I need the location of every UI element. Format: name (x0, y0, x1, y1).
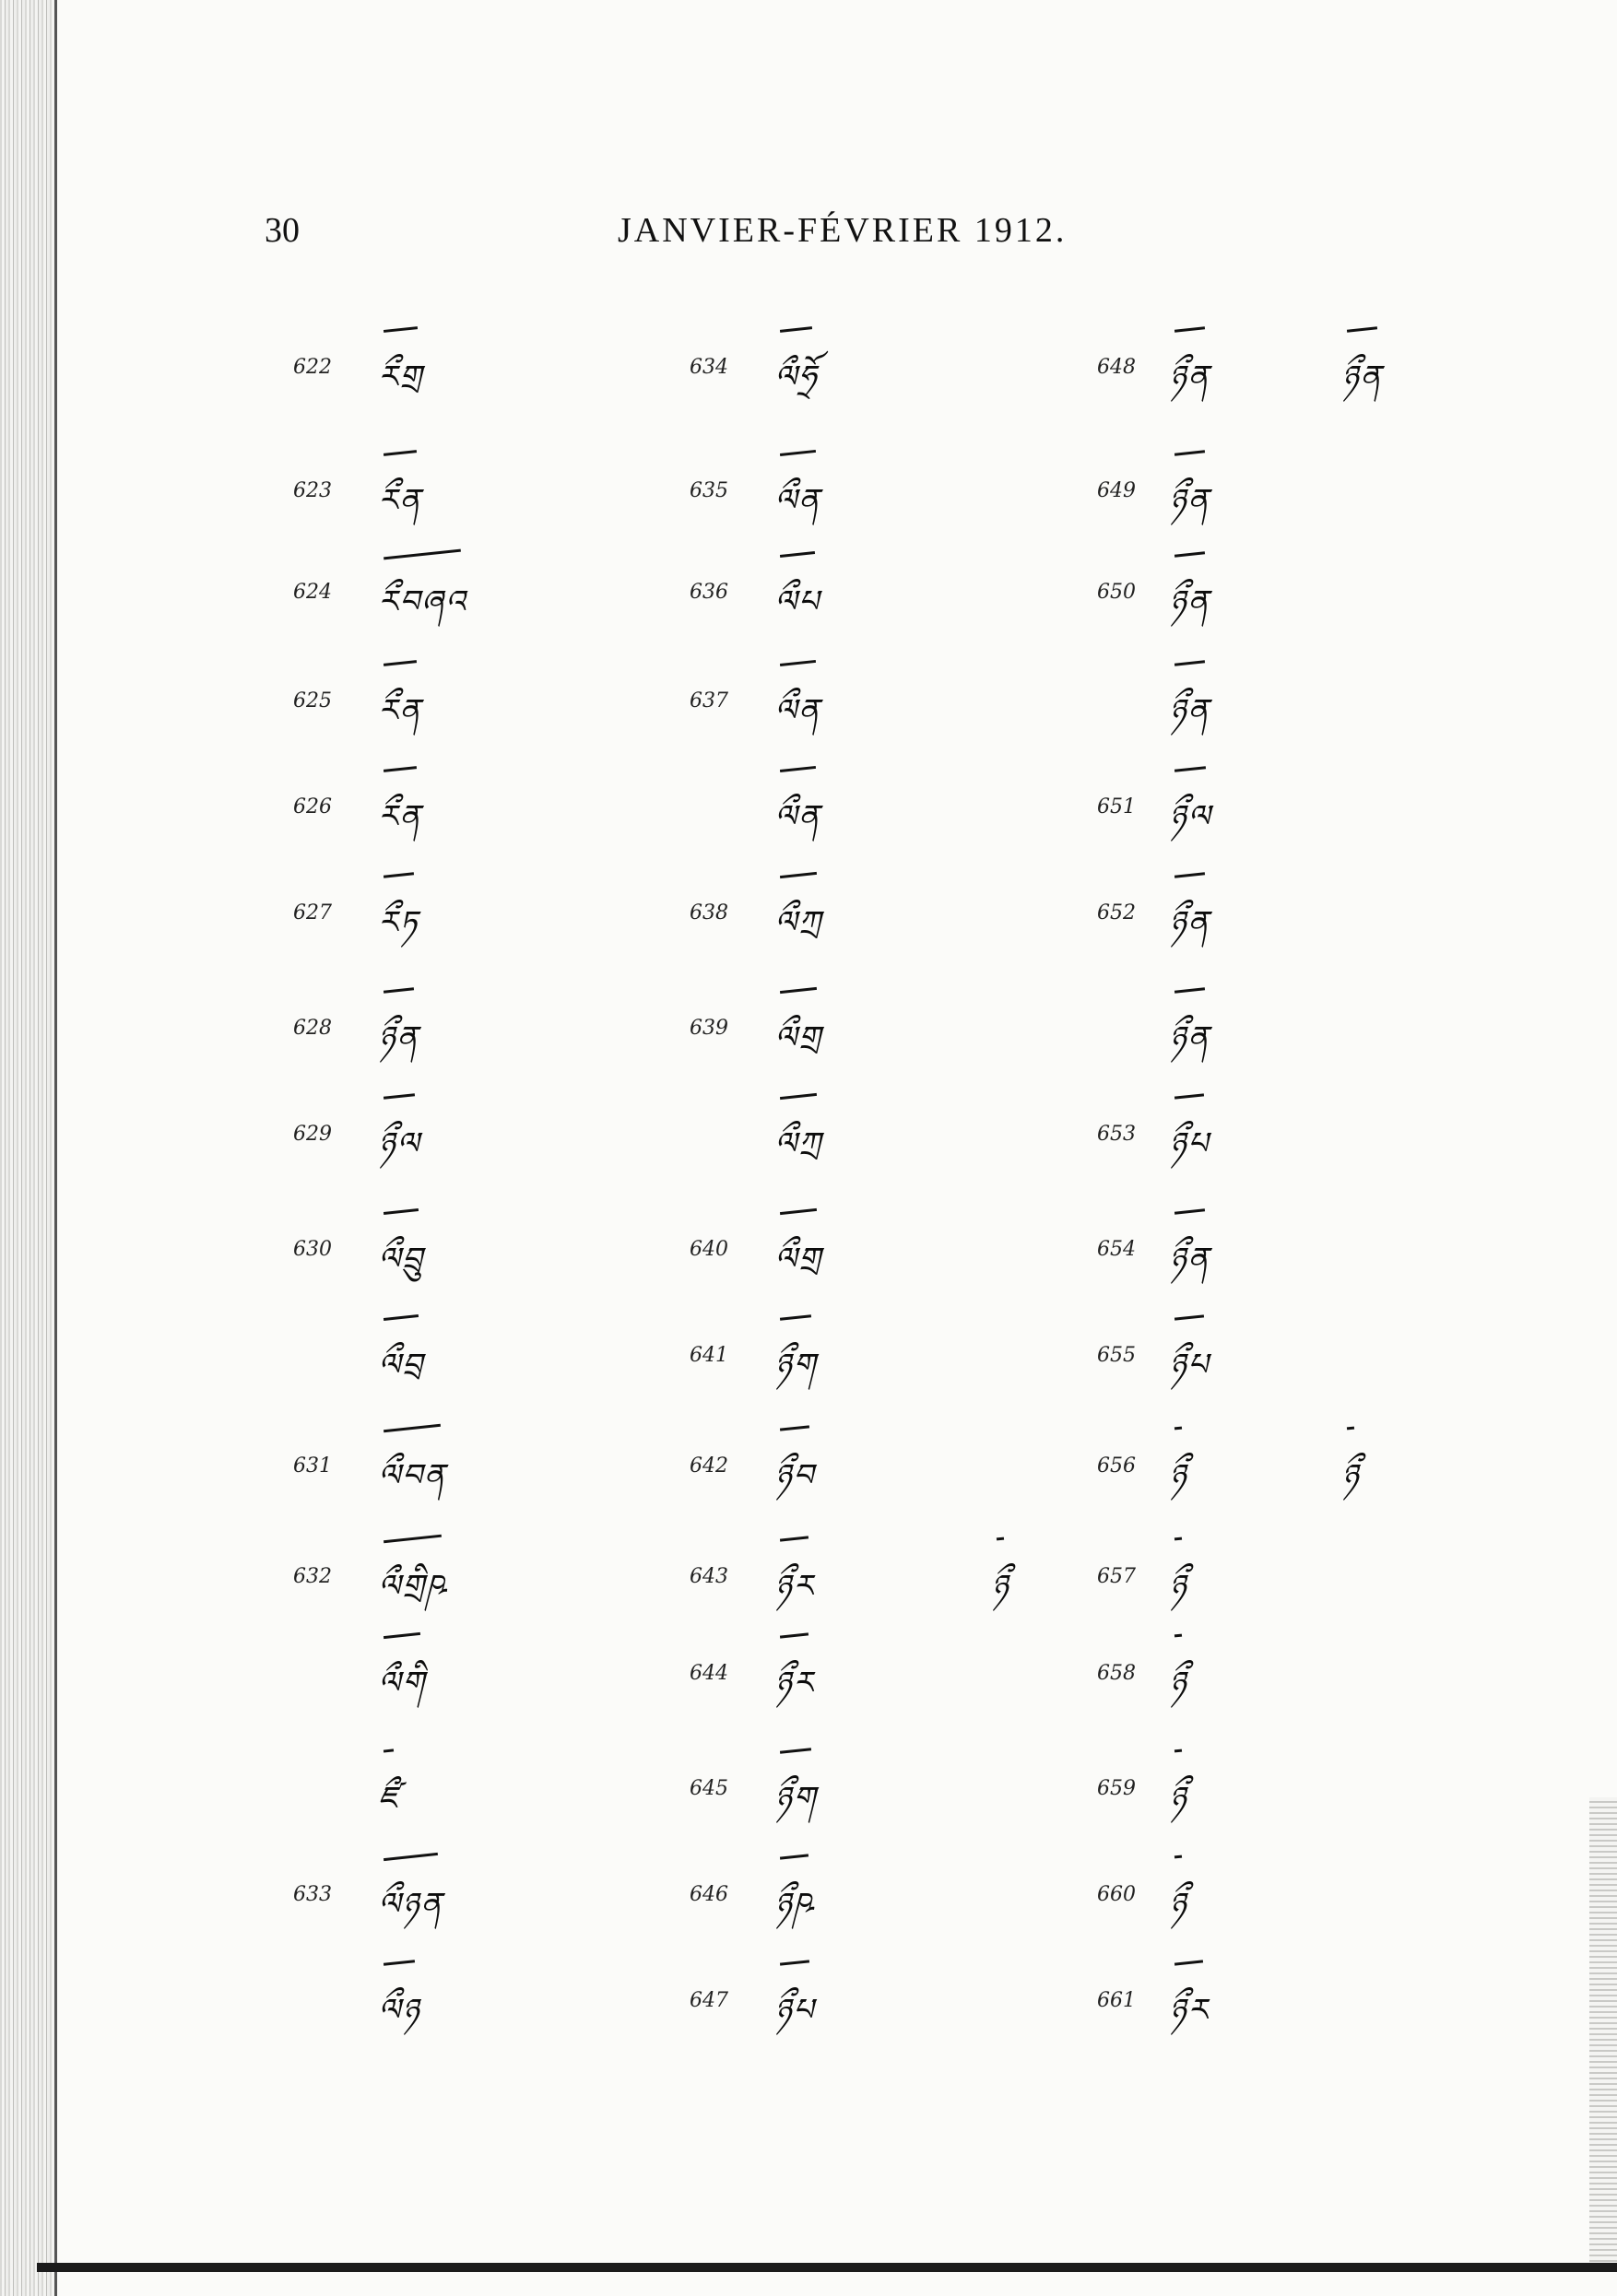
entry-number: 655 (1097, 1344, 1136, 1367)
entry-number: 647 (690, 1989, 728, 2012)
tibetan-word: ཉྀ (1169, 1647, 1187, 1736)
tibetan-word: ཉྀཔ (1169, 1329, 1210, 1418)
entry-number: 629 (293, 1123, 332, 1146)
entry-number: 657 (1097, 1565, 1136, 1588)
entry-number: 646 (690, 1883, 728, 1906)
tibetan-word-variant: ཉྀ (991, 1550, 1009, 1639)
tibetan-word: ལྀབན (378, 1440, 446, 1528)
entry-number: 656 (1097, 1454, 1136, 1478)
tibetan-word: ཉྀན (1169, 1223, 1210, 1312)
tibetan-word: ལྀཉན (378, 1868, 443, 1957)
entry-number: 648 (1097, 356, 1136, 379)
tibetan-word: རྀཏ (378, 887, 419, 975)
tibetan-word: ཉྀཥ (774, 1868, 814, 1957)
page-number: 30 (265, 211, 300, 250)
tibetan-word: ལྀཔ (774, 566, 820, 654)
tibetan-word: ཉྀ (1169, 1550, 1187, 1639)
tibetan-word: ལྀགྲིཥ (378, 1550, 447, 1639)
entry-number: 634 (690, 356, 728, 379)
tibetan-word: ཉྀཔ (1169, 1108, 1210, 1196)
entry-number: 626 (293, 795, 332, 818)
tibetan-word: ཉྀལ (378, 1108, 420, 1196)
tibetan-word: ཉྀ (1169, 1440, 1187, 1528)
tibetan-word: ཉྀབ (774, 1440, 815, 1528)
entry-number: 645 (690, 1777, 728, 1800)
tibetan-word: ཛྀ (378, 1762, 399, 1851)
tibetan-word: ཪྀན (378, 675, 422, 763)
entry-number: 631 (293, 1454, 332, 1478)
tibetan-word: ལྀགྲ (774, 1223, 822, 1312)
entry-number: 624 (293, 581, 332, 604)
page-edge-shadow (1589, 1797, 1617, 2267)
tibetan-word: ལྀཉ (378, 1974, 420, 2063)
entry-number: 635 (690, 479, 728, 502)
tibetan-word: ཉྀར (774, 1550, 814, 1639)
tibetan-word-variant: ཉྀ (1341, 1440, 1360, 1528)
tibetan-word: ཉྀན (1169, 465, 1210, 553)
entry-number: 651 (1097, 795, 1136, 818)
book-spine-edge (0, 0, 57, 2296)
entry-number: 653 (1097, 1123, 1136, 1146)
entry-number: 658 (1097, 1662, 1136, 1685)
entry-number: 649 (1097, 479, 1136, 502)
bottom-border-rule (37, 2263, 1617, 2272)
tibetan-word: ཉྀར (1169, 1974, 1209, 2063)
tibetan-word: རྀབཞའ (378, 566, 466, 654)
entry-number: 623 (293, 479, 332, 502)
tibetan-word: ཉྀན (1169, 341, 1210, 430)
entry-number: 659 (1097, 1777, 1136, 1800)
entry-number: 632 (293, 1565, 332, 1588)
entry-number: 654 (1097, 1238, 1136, 1261)
entry-number: 650 (1097, 581, 1136, 604)
entry-number: 640 (690, 1238, 728, 1261)
entry-number: 622 (293, 356, 332, 379)
tibetan-word: ལྀན (774, 465, 821, 553)
entry-number: 637 (690, 689, 728, 712)
tibetan-word: ལྀགྲ (774, 1002, 822, 1090)
tibetan-word: ཉྀན (1169, 675, 1210, 763)
tibetan-word: ཉྀ (1169, 1762, 1187, 1851)
tibetan-word: ཉྀན (378, 1002, 419, 1090)
tibetan-word: ཪྀན (378, 781, 422, 869)
tibetan-word: ལྀབྲུ (378, 1223, 424, 1312)
tibetan-word: ལྀན (774, 781, 821, 869)
entry-number: 630 (293, 1238, 332, 1261)
tibetan-word: ཉྀན (1169, 1002, 1210, 1090)
tibetan-word: ཉྀཔ (774, 1974, 815, 2063)
tibetan-word: ལྀཀྲ (774, 1108, 822, 1196)
entry-number: 636 (690, 581, 728, 604)
entry-number: 642 (690, 1454, 728, 1478)
tibetan-word: ཉྀག (774, 1762, 817, 1851)
entry-number: 625 (293, 689, 332, 712)
tibetan-word: ལྀཧྲོ (774, 341, 818, 430)
tibetan-word: ཪྀགྲ (378, 341, 423, 430)
tibetan-word: ཉྀལ (1169, 781, 1211, 869)
entry-number: 633 (293, 1883, 332, 1906)
entry-number: 641 (690, 1344, 728, 1367)
tibetan-word: ཉྀར (774, 1647, 814, 1736)
entry-number: 660 (1097, 1883, 1136, 1906)
entry-number: 628 (293, 1017, 332, 1040)
tibetan-word: ཉྀ (1169, 1868, 1187, 1957)
entry-number: 643 (690, 1565, 728, 1588)
tibetan-word: ལྀཀྲ (774, 887, 822, 975)
entry-number: 638 (690, 901, 728, 924)
tibetan-word: ལྀབྲ (378, 1329, 424, 1418)
tibetan-word: ཉྀན (1169, 887, 1210, 975)
entry-number: 652 (1097, 901, 1136, 924)
entry-number: 639 (690, 1017, 728, 1040)
tibetan-word: ཉྀག (774, 1329, 817, 1418)
tibetan-word: རྀན (378, 465, 422, 553)
tibetan-word-variant: ཉྀན (1341, 341, 1383, 430)
tibetan-word: ལྀགི (378, 1647, 426, 1736)
entry-number: 661 (1097, 1989, 1136, 2012)
entry-number: 627 (293, 901, 332, 924)
entry-number: 644 (690, 1662, 728, 1685)
running-title: JANVIER-FÉVRIER 1912. (618, 211, 1068, 250)
tibetan-word: ལྀན (774, 675, 821, 763)
tibetan-word: ཉྀན (1169, 566, 1210, 654)
